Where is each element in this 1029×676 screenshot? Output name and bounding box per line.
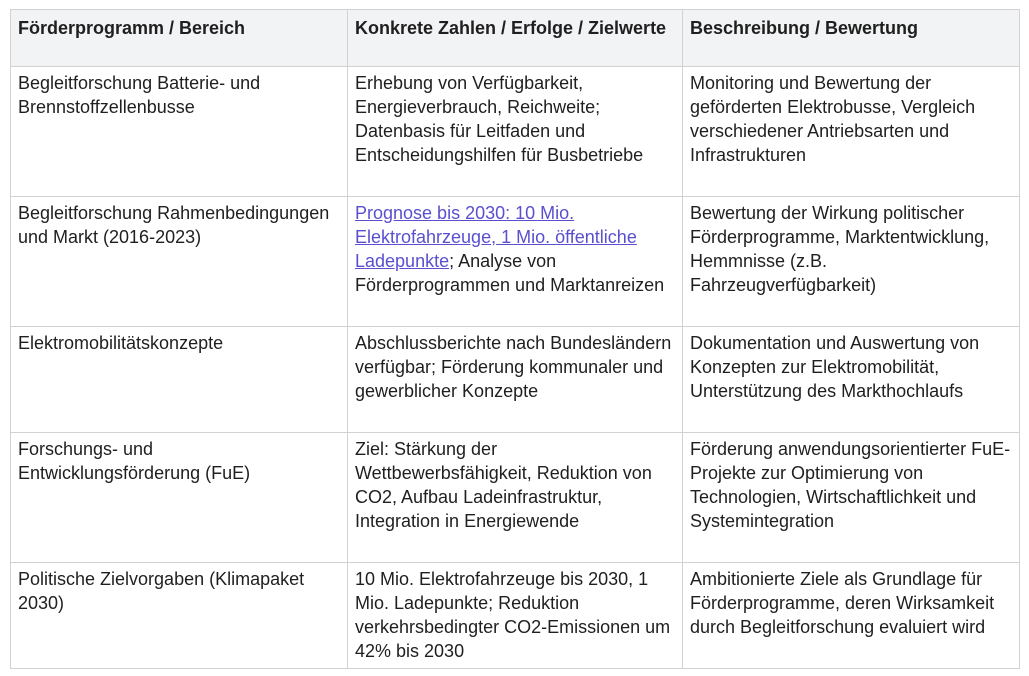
cell-area: Forschungs- und Entwicklungsförderung (FuE): [11, 433, 348, 563]
cell-assessment: Dokumentation und Auswertung von Konzepten zur Elektromobilität, Unterstützung des Markthochlaufs: [683, 327, 1020, 433]
cell-figures: Ziel: Stärkung der Wettbewerbsfähigkeit, Reduktion von CO2, Aufbau Ladeinfrastruktur, Integration in Energiewende: [348, 433, 683, 563]
cell-figures: Erhebung von Verfügbarkeit, Energieverbrauch, Reichweite; Datenbasis für Leitfaden und Entscheidungshilfen für Busbetriebe: [348, 67, 683, 197]
table-row: [11, 197, 1020, 327]
forecast-2030-link[interactable]: Prognose bis 2030: 10 Mio. Elektrofahrzeuge, 1 Mio. öffentliche Ladepunkte: [355, 203, 637, 271]
cell-assessment: Monitoring und Bewertung der geförderten Elektrobusse, Vergleich verschiedener Antriebsarten und Infrastrukturen: [683, 67, 1020, 197]
cell-figures: Abschlussberichte nach Bundesländern verfügbar; Förderung kommunaler und gewerblicher Konzepte: [348, 327, 683, 433]
table-row: [11, 67, 1020, 197]
column-header-area: Förderprogramm / Bereich: [11, 10, 348, 67]
cell-area: Elektromobilitätskonzepte: [11, 327, 348, 433]
cell-figures: [348, 197, 683, 327]
cell-figures: 10 Mio. Elektrofahrzeuge bis 2030, 1 Mio. Ladepunkte; Reduktion verkehrsbedingter CO2-Emissionen um 42% bis 2030: [348, 563, 683, 669]
column-header-assessment: Beschreibung / Bewertung: [683, 10, 1020, 67]
cell-assessment: Ambitionierte Ziele als Grundlage für Förderprogramme, deren Wirksamkeit durch Begleitforschung evaluiert wird: [683, 563, 1020, 669]
table-container: [10, 9, 1020, 669]
cell-assessment: Förderung anwendungsorientierter FuE-Projekte zur Optimierung von Technologien, Wirtschaftlichkeit und Systemintegration: [683, 433, 1020, 563]
cell-figures-text: ; Analyse von Förderprogrammen und Marktanreizen: [355, 251, 665, 295]
cell-area: Begleitforschung Rahmenbedingungen und Markt (2016-2023): [11, 197, 348, 327]
cell-area: Politische Zielvorgaben (Klimapaket 2030): [11, 563, 348, 669]
table-row: [11, 327, 1020, 433]
table-header-row: [11, 10, 1020, 67]
cell-assessment: Bewertung der Wirkung politischer Förderprogramme, Marktentwicklung, Hemmnisse (z.B. Fahrzeugverfügbarkeit): [683, 197, 1020, 327]
cell-area: Begleitforschung Batterie- und Brennstoffzellenbusse: [11, 67, 348, 197]
funding-table: [10, 9, 1020, 669]
table-row: [11, 433, 1020, 563]
column-header-figures: Konkrete Zahlen / Erfolge / Zielwerte: [348, 10, 683, 67]
table-row: [11, 563, 1020, 669]
